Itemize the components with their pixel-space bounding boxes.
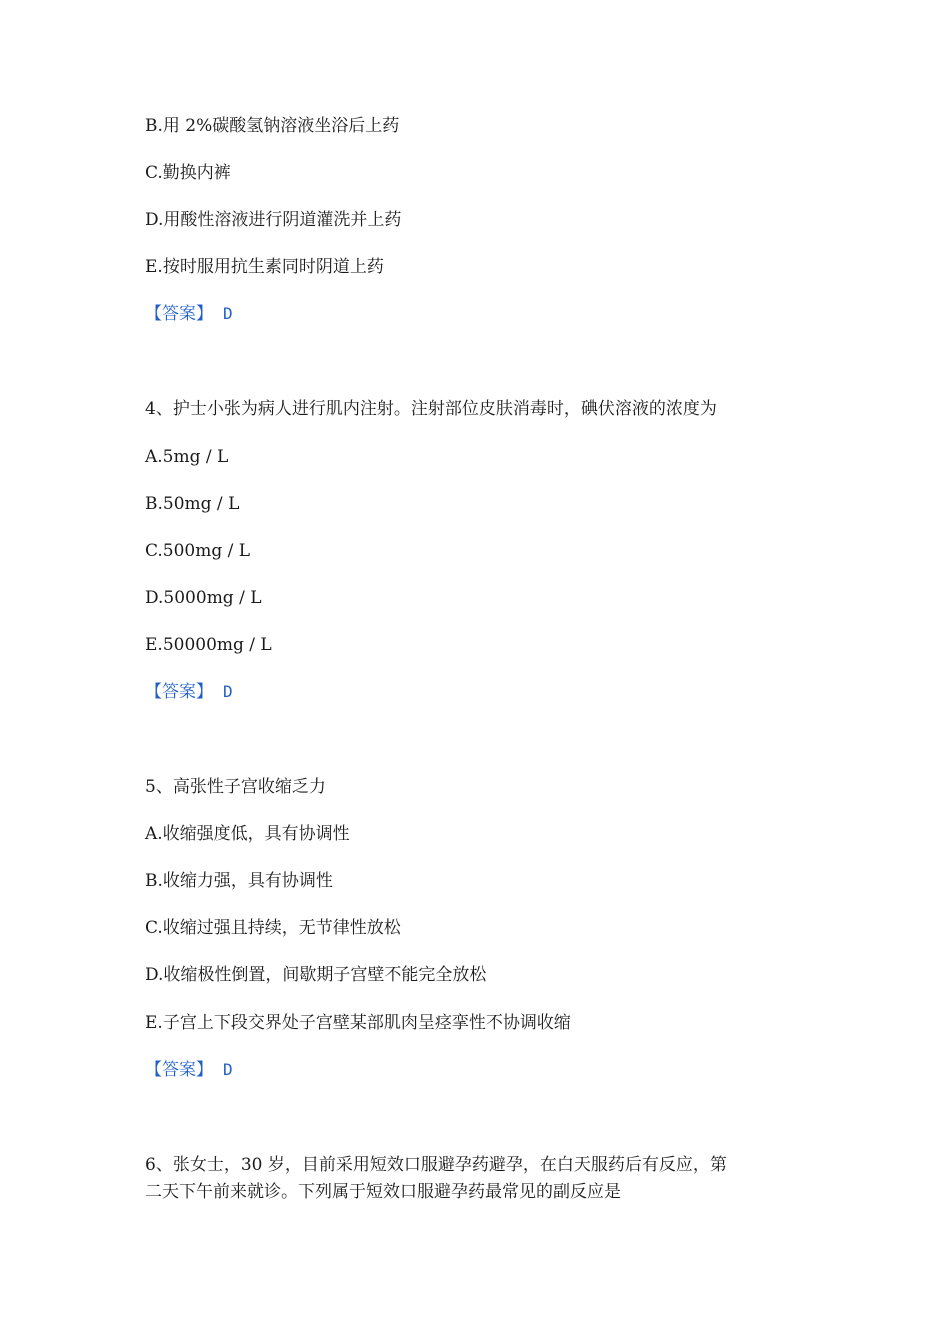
q5-answer-label: 【答案】: [145, 1060, 213, 1080]
q6-question-line-1: 6、张女士，30 岁，目前采用短效口服避孕药避孕，在白天服药后有反应，第: [145, 1155, 727, 1175]
q5-answer: [145, 1059, 233, 1081]
q4-answer: [145, 681, 233, 703]
q5-option-c: C.收缩过强且持续，无节律性放松: [145, 918, 401, 938]
q5-question: 5、高张性子宫收缩乏力: [145, 777, 326, 797]
q6-question-line-2: 二天下午前来就诊。下列属于短效口服避孕药最常见的副反应是: [145, 1182, 621, 1202]
q5-answer-value: D: [223, 1060, 233, 1079]
q3-option-e: E.按时服用抗生素同时阴道上药: [145, 257, 384, 277]
q3-answer-value: D: [223, 304, 233, 323]
q3-option-d: D.用酸性溶液进行阴道灌洗并上药: [145, 210, 402, 230]
q5-option-a: A.收缩强度低，具有协调性: [145, 824, 350, 844]
q5-option-e: E.子宫上下段交界处子宫壁某部肌肉呈痉挛性不协调收缩: [145, 1013, 571, 1033]
q4-answer-label: 【答案】: [145, 682, 213, 702]
q4-answer-value: D: [223, 682, 233, 701]
q4-option-d: D.5000mg / L: [145, 588, 262, 608]
q4-option-e: E.50000mg / L: [145, 635, 272, 655]
q3-option-c: C.勤换内裤: [145, 163, 231, 183]
q4-option-b: B.50mg / L: [145, 494, 240, 514]
q5-option-d: D.收缩极性倒置，间歇期子宫壁不能完全放松: [145, 965, 487, 985]
q4-option-c: C.500mg / L: [145, 541, 251, 561]
q3-option-b: B.用 2%碳酸氢钠溶液坐浴后上药: [145, 116, 400, 136]
q5-option-b: B.收缩力强，具有协调性: [145, 871, 333, 891]
q4-option-a: A.5mg / L: [145, 447, 229, 467]
q3-answer: [145, 303, 233, 325]
q4-question: 4、护士小张为病人进行肌内注射。注射部位皮肤消毒时，碘伏溶液的浓度为: [145, 399, 717, 419]
q3-answer-label: 【答案】: [145, 304, 213, 324]
